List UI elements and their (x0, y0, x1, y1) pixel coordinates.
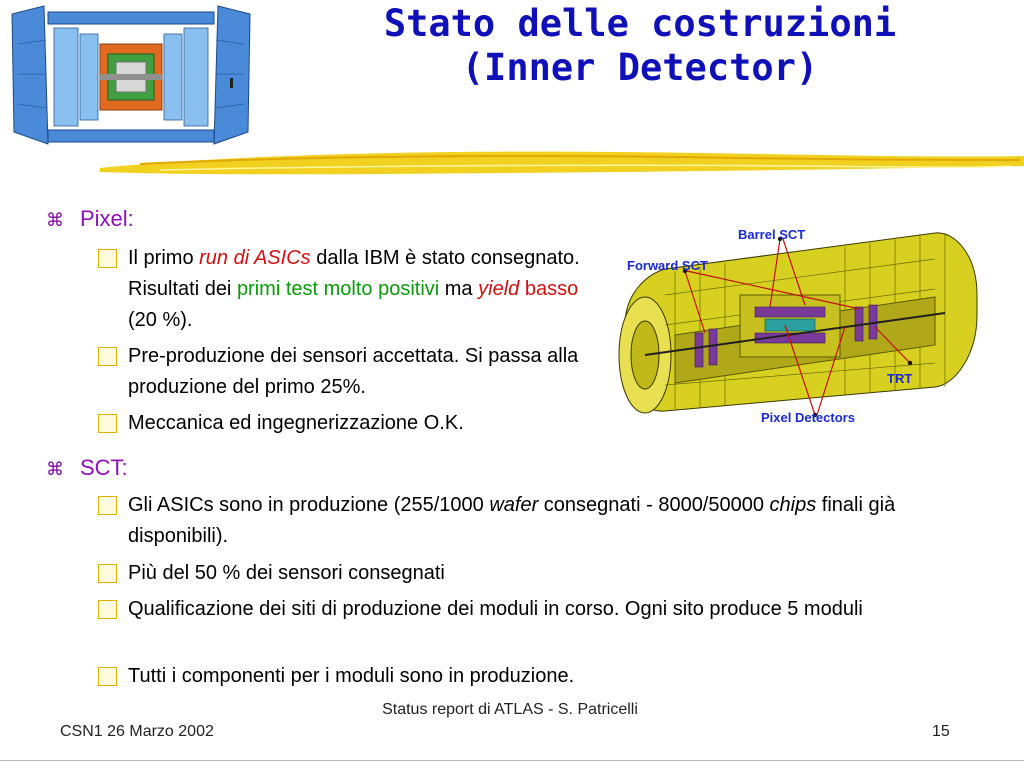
footer-date: CSN1 26 Marzo 2002 (60, 723, 214, 740)
list-item-text: Il primo run di ASICs dalla IBM è stato consegnato. Risultati dei primi test molto positivi ma yield basso (20 %). (128, 247, 580, 331)
list-item-text: Gli ASICs sono in produzione (255/1000 wafer consegnati - 8000/50000 chips finali già disponibili). (128, 494, 896, 547)
list-item (98, 341, 588, 403)
list-item (98, 661, 968, 692)
check-box-icon (98, 600, 117, 619)
trt-label: TRT (887, 371, 913, 386)
list-item (98, 243, 598, 336)
list-item (98, 558, 968, 589)
list-item-text: Tutti i componenti per i moduli sono in produzione. (128, 665, 575, 687)
list-item (98, 408, 598, 439)
title-line-2: (Inner Detector) (461, 46, 819, 89)
section-sct (46, 455, 128, 482)
section-label: Pixel: (80, 206, 134, 231)
list-item-text: Pre-produzione dei sensori accettata. Si passa alla produzione del primo 25%. (128, 345, 579, 398)
list-item-text: Meccanica ed ingegnerizzazione O.K. (128, 412, 464, 434)
footer-title: Status report di ATLAS - S. Patricelli (382, 701, 638, 718)
check-box-icon (98, 496, 117, 515)
title-line-1: Stato delle costruzioni (383, 2, 897, 45)
pixel-detectors-label: Pixel Detectors (761, 410, 855, 425)
check-box-icon (98, 249, 117, 268)
section-pixel (46, 206, 134, 233)
barrel-sct-label: Barrel SCT (738, 227, 806, 242)
list-item (98, 594, 978, 625)
atlas-detector-image (4, 4, 258, 152)
check-box-icon (98, 667, 117, 686)
check-box-icon (98, 347, 117, 366)
title-underline-brush (100, 142, 1024, 182)
page-number: 15 (932, 723, 950, 740)
z-glyph-icon: ⌘ (46, 210, 64, 230)
section-label: SCT: (80, 455, 128, 480)
check-box-icon (98, 564, 117, 583)
forward-sct-label: Forward SCT (627, 258, 708, 273)
footer-divider (0, 760, 1024, 761)
slide-title (300, 2, 980, 90)
check-box-icon (98, 414, 117, 433)
list-item (98, 490, 968, 552)
list-item-text: Più del 50 % dei sensori consegnati (128, 562, 445, 584)
list-item-text: Qualificazione dei siti di produzione dei moduli in corso. Ogni sito produce 5 moduli (128, 598, 863, 620)
inner-detector-figure (605, 215, 990, 440)
z-glyph-icon: ⌘ (46, 459, 64, 479)
